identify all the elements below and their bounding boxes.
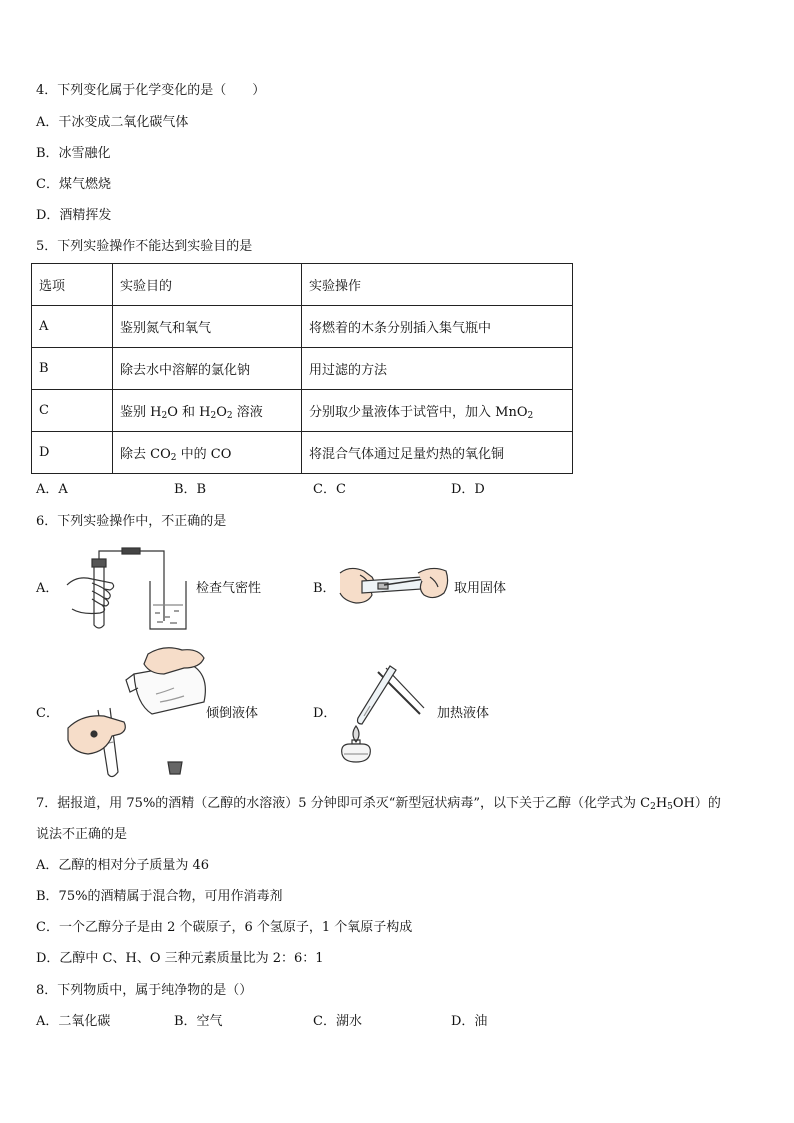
q8-option-c: C．湖水 bbox=[313, 1014, 362, 1029]
q5-option-b: B．B bbox=[174, 482, 207, 497]
row-operation: 分别取少量液体于试管中，加入 MnO$_2$ bbox=[302, 390, 573, 432]
table-row bbox=[32, 306, 573, 348]
q5-stem: 5．下列实验操作不能达到实验目的是 bbox=[36, 239, 253, 254]
q6-item-a-letter: A． bbox=[36, 581, 59, 596]
q7-option-b: B．75%的酒精属于混合物，可用作消毒剂 bbox=[36, 889, 283, 904]
q5-option-d: D．D bbox=[451, 482, 485, 497]
q8-stem: 8．下列物质中，属于纯净物的是（） bbox=[36, 983, 253, 998]
airtightness-check-icon bbox=[62, 543, 192, 633]
header-goal: 实验目的 bbox=[113, 264, 302, 306]
row-goal: 除去水中溶解的氯化钠 bbox=[113, 348, 302, 390]
pour-liquid-icon bbox=[64, 644, 214, 780]
row-goal: 鉴别氮气和氧气 bbox=[113, 306, 302, 348]
row-option: A bbox=[32, 306, 113, 348]
q6-item-c-letter: C． bbox=[36, 706, 59, 721]
heat-liquid-icon bbox=[334, 664, 430, 764]
table-row bbox=[32, 390, 573, 432]
row-operation: 将燃着的木条分别插入集气瓶中 bbox=[302, 306, 573, 348]
q5-option-a: A．A bbox=[36, 482, 68, 497]
header-option: 选项 bbox=[32, 264, 113, 306]
row-option: B bbox=[32, 348, 113, 390]
q7-option-a: A．乙醇的相对分子质量为 46 bbox=[36, 858, 210, 873]
q8-option-a: A．二氧化碳 bbox=[36, 1014, 111, 1029]
q6-item-c-caption: 倾倒液体 bbox=[206, 706, 259, 721]
row-operation: 用过滤的方法 bbox=[302, 348, 573, 390]
q5-experiment-table bbox=[31, 263, 573, 474]
table-row bbox=[32, 348, 573, 390]
row-option: D bbox=[32, 432, 113, 474]
q4-option-b: B．冰雪融化 bbox=[36, 146, 111, 161]
q7-stem: 7．据报道，用 75%的酒精（乙醇的水溶液）5 分钟即可杀灭“新型冠状病毒”，以下关于乙醇（化学式为 $C_2H_5OH$）的 bbox=[36, 796, 721, 812]
q6-item-d-letter: D． bbox=[313, 706, 337, 721]
q5-option-c: C．C bbox=[313, 482, 346, 497]
q6-stem: 6．下列实验操作中，不正确的是 bbox=[36, 514, 227, 529]
q7-stem-line2: 说法不正确的是 bbox=[36, 827, 128, 842]
table-row bbox=[32, 432, 573, 474]
q7-option-c: C．一个乙醇分子是由 2 个碳原子，6 个氢原子，1 个氧原子构成 bbox=[36, 920, 413, 935]
row-goal: 鉴别 $H_2O$ 和 $H_2O_2$ 溶液 bbox=[113, 390, 302, 432]
row-option: C bbox=[32, 390, 113, 432]
row-operation: 将混合气体通过足量灼热的氧化铜 bbox=[302, 432, 573, 474]
q4-option-c: C．煤气燃烧 bbox=[36, 177, 111, 192]
q8-option-d: D．油 bbox=[451, 1014, 488, 1029]
q6-item-b-caption: 取用固体 bbox=[454, 581, 507, 596]
q4-option-d: D．酒精挥发 bbox=[36, 208, 112, 223]
q4-stem: 4．下列变化属于化学变化的是（ ） bbox=[36, 83, 266, 98]
take-solid-icon bbox=[338, 563, 450, 611]
q6-item-d-caption: 加热液体 bbox=[437, 706, 490, 721]
table-header-row bbox=[32, 264, 573, 306]
q6-item-b-letter: B． bbox=[313, 581, 336, 596]
q6-item-a-caption: 检查气密性 bbox=[196, 581, 262, 596]
q8-option-b: B．空气 bbox=[174, 1014, 223, 1029]
row-goal: 除去 $CO_2$ 中的 CO bbox=[113, 432, 302, 474]
q4-option-a: A．干冰变成二氧化碳气体 bbox=[36, 115, 189, 130]
header-operation: 实验操作 bbox=[302, 264, 573, 306]
q7-option-d: D．乙醇中 C、H、O 三种元素质量比为 2：6：1 bbox=[36, 951, 324, 966]
